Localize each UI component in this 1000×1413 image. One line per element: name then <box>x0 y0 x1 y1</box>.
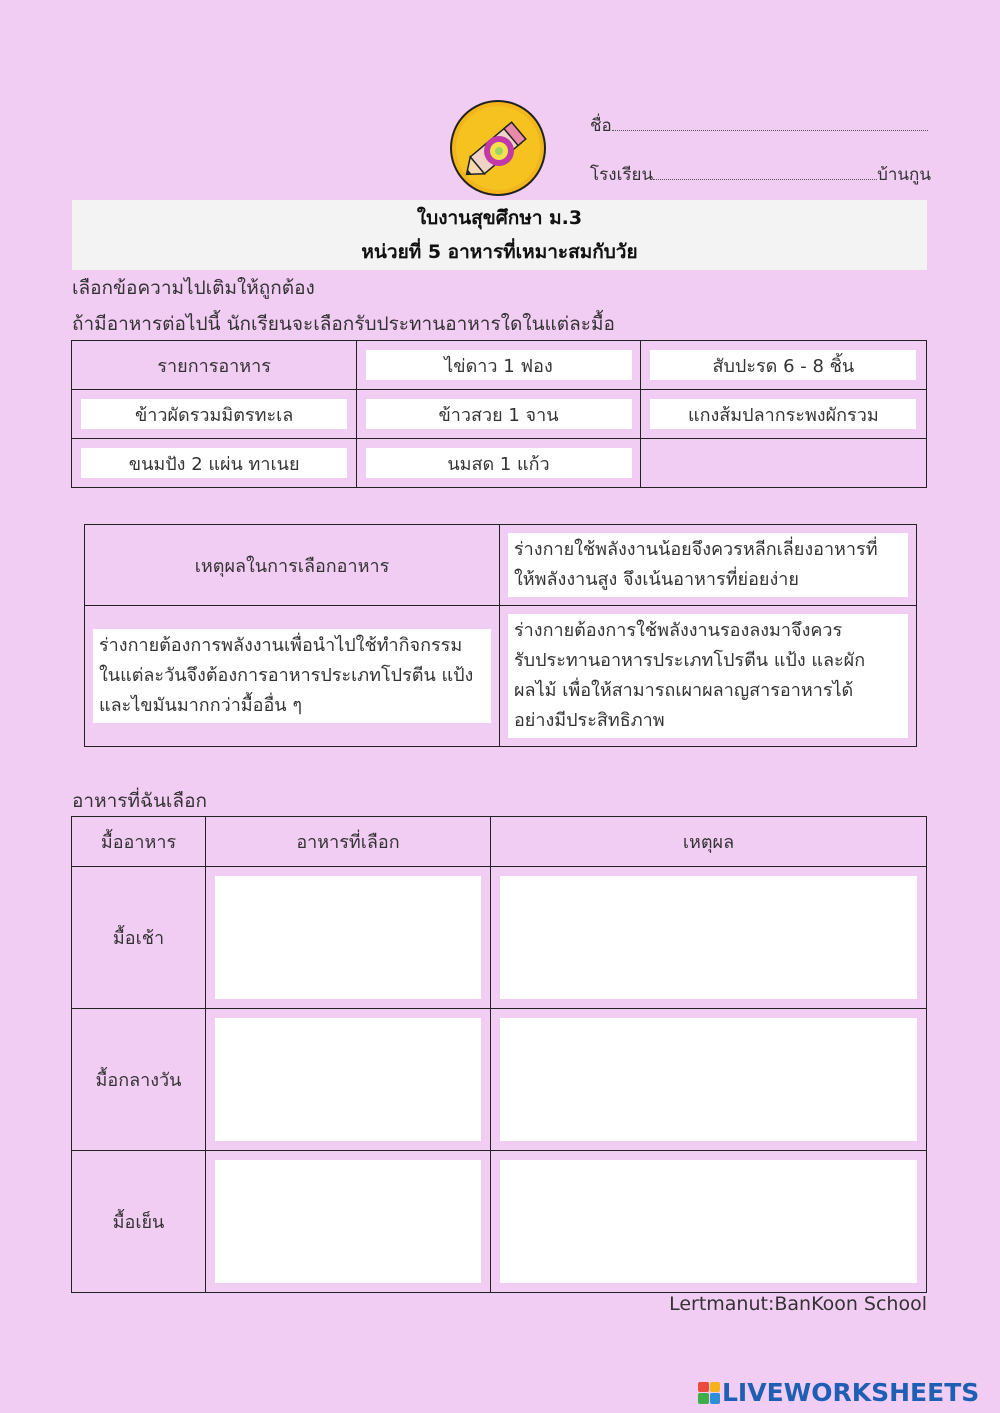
food-drop-zone[interactable] <box>215 876 481 999</box>
pencil-logo-icon <box>449 99 547 197</box>
answer-table <box>71 816 927 1293</box>
title-line-1: ใบงานสุขศึกษา ม.3 <box>416 207 583 229</box>
reason-text: ในแต่ละวันจึงต้องการอาหารประเภทโปรตีน แป้ง <box>99 665 474 686</box>
food-chip[interactable]: สับปะรด 6 - 8 ชิ้น <box>650 350 916 380</box>
reason-text: ร่างกายต้องการพลังงานเพื่อนำไปใช้ทำกิจกรรม <box>99 635 463 656</box>
meal-label: มื้อเย็น <box>112 1212 165 1233</box>
school-name: บ้านกูน <box>877 165 931 185</box>
reasons-table <box>84 524 917 747</box>
food-list-table <box>71 340 927 488</box>
food-chip[interactable]: แกงส้มปลากระพงผักรวม <box>650 399 916 429</box>
meal-label: มื้อเช้า <box>112 928 165 949</box>
school-blank <box>653 178 877 180</box>
food-chip[interactable]: นมสด 1 แก้ว <box>366 448 632 478</box>
meal-label: มื้อกลางวัน <box>95 1070 182 1091</box>
food-drop-zone[interactable] <box>215 1018 481 1141</box>
liveworksheets-logo-icon <box>698 1382 720 1404</box>
school-line <box>590 161 931 188</box>
empty-cell <box>640 439 926 488</box>
reason-drop-zone[interactable] <box>500 1018 917 1141</box>
instruction-1: เลือกข้อความไปเติมให้ถูกต้อง <box>72 277 315 299</box>
reason-drop-zone[interactable] <box>500 876 917 999</box>
name-blank <box>612 129 928 131</box>
worksheet-title <box>72 200 927 270</box>
reason-chip[interactable] <box>508 533 908 597</box>
reason-text: ผลไม้ เพื่อให้สามารถเผาผลาญสารอาหารได้ <box>514 680 854 701</box>
reason-chip[interactable] <box>508 614 908 738</box>
column-header: เหตุผล <box>682 832 735 853</box>
liveworksheets-brand[interactable] <box>698 1378 979 1407</box>
instruction-2: ถ้ามีอาหารต่อไปนี้ นักเรียนจะเลือกรับประทานอาหารใดในแต่ละมื้อ <box>72 313 615 335</box>
my-food-label: อาหารที่ฉันเลือก <box>72 790 207 812</box>
title-line-2: หน่วยที่ 5 อาหารที่เหมาะสมกับวัย <box>361 241 638 263</box>
reason-text: ร่างกายต้องการใช้พลังงานรองลงมาจึงควร <box>514 620 843 641</box>
reason-text: ร่างกายใช้พลังงานน้อยจึงควรหลีกเลี่ยงอาหารที่ <box>514 539 878 560</box>
food-chip[interactable]: ข้าวผัดรวมมิตรทะเล <box>81 399 347 429</box>
food-list-header: รายการอาหาร <box>157 355 271 377</box>
name-line <box>590 112 928 139</box>
credit-text: Lertmanut:BanKoon School <box>669 1293 927 1315</box>
reason-text: รับประทานอาหารประเภทโปรตีน แป้ง และผัก <box>514 650 866 671</box>
reason-chip[interactable] <box>93 629 491 723</box>
reason-text: และไขมันมากกว่ามื้ออื่น ๆ <box>99 695 302 716</box>
column-header: มื้ออาหาร <box>100 832 177 853</box>
food-chip[interactable]: ขนมปัง 2 แผ่น ทาเนย <box>81 448 347 478</box>
reasons-header: เหตุผลในการเลือกอาหาร <box>194 555 390 577</box>
name-label: ชื่อ <box>590 116 612 136</box>
reason-text: ให้พลังงานสูง จึงเน้นอาหารที่ย่อยง่าย <box>514 569 799 590</box>
column-header: อาหารที่เลือก <box>296 832 400 853</box>
food-chip[interactable]: ไข่ดาว 1 ฟอง <box>366 350 632 380</box>
food-drop-zone[interactable] <box>215 1160 481 1283</box>
school-label: โรงเรียน <box>590 165 654 185</box>
food-chip[interactable]: ข้าวสวย 1 จาน <box>366 399 632 429</box>
reason-drop-zone[interactable] <box>500 1160 917 1283</box>
brand-name: LIVEWORKSHEETS <box>722 1378 980 1407</box>
reason-text: อย่างมีประสิทธิภาพ <box>514 710 665 731</box>
